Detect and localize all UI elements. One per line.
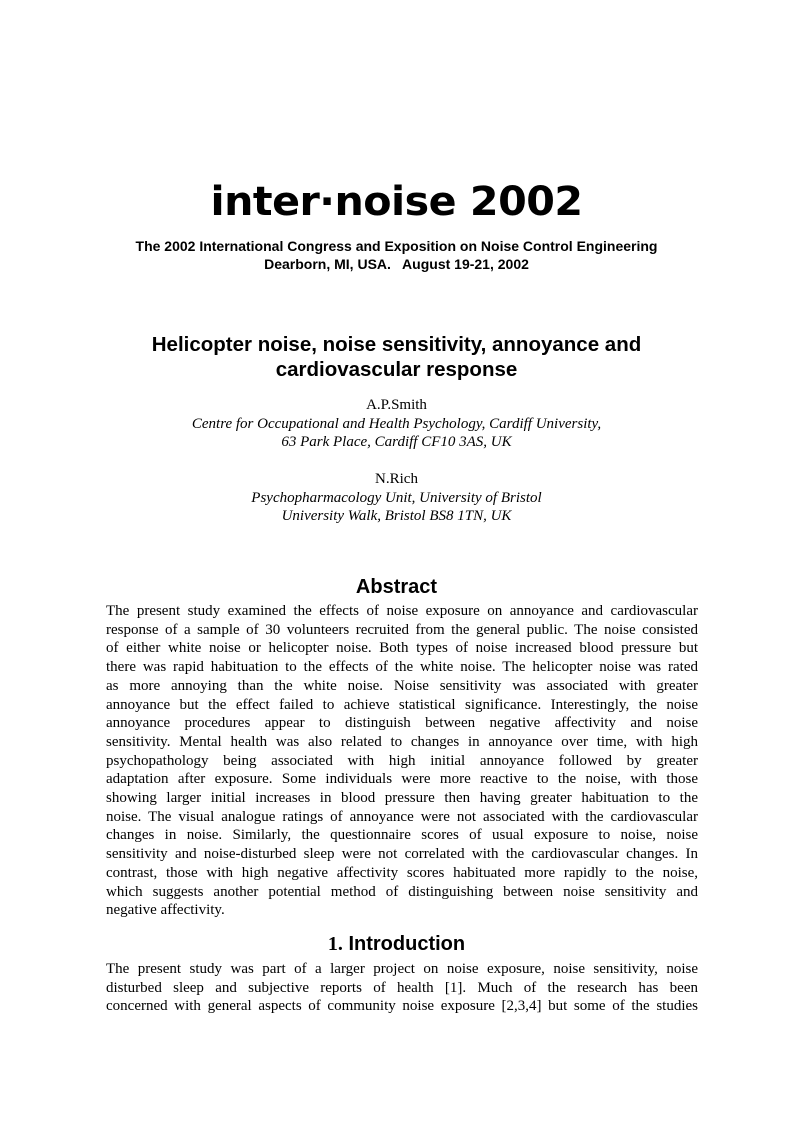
author-affiliation: Psychopharmacology Unit, University of Bristol bbox=[251, 490, 542, 506]
paper-title-line-2: cardiovascular response bbox=[275, 358, 518, 381]
abstract-line: which suggests another potential method of distinguishing between noise sensitivity and bbox=[106, 883, 698, 900]
abstract-line: there was rapid habituation to the effects of the white noise. The helicopter noise was rated bbox=[106, 659, 698, 676]
abstract-line: noise. The visual analogue ratings of annoyance were not associated with the cardiovascular bbox=[106, 808, 698, 825]
abstract-line: sensitivity. Mental health was also related to changes in annoyance over time, with high bbox=[106, 733, 698, 750]
abstract-line: negative affectivity. bbox=[106, 902, 225, 919]
author-name: A.P.Smith bbox=[366, 397, 427, 413]
introduction-line: concerned with general aspects of community noise exposure [2,3,4] but some of the studies bbox=[106, 998, 698, 1015]
abstract-heading: Abstract bbox=[355, 576, 438, 598]
author-name: N.Rich bbox=[375, 471, 418, 487]
congress-location-date: Dearborn, MI, USA. August 19-21, 2002 bbox=[264, 256, 529, 272]
introduction-heading bbox=[0, 932, 793, 956]
section-title: Introduction bbox=[348, 933, 466, 955]
abstract-line: annoyance but the effect failed to achieve statistical significance. Interestingly, the noise bbox=[106, 696, 698, 713]
introduction-body bbox=[106, 960, 698, 1016]
introduction-line: disturbed sleep and subjective reports of health [1]. Much of the research has been bbox=[106, 979, 698, 996]
conference-logo: inter·noise 2002 bbox=[210, 179, 583, 225]
abstract-line: response of a sample of 30 volunteers recruited from the general public. The noise consisted bbox=[106, 621, 698, 638]
abstract-line: The present study examined the effects of noise exposure on annoyance and cardiovascular bbox=[106, 603, 698, 619]
abstract-body bbox=[106, 602, 698, 920]
abstract-line: psychopathology being associated with high initial annoyance followed by greater bbox=[106, 752, 698, 769]
author-affiliation: Centre for Occupational and Health Psychology, Cardiff University, bbox=[191, 416, 602, 432]
abstract-line: annoyance procedures appear to distinguish between negative affectivity and noise bbox=[106, 715, 698, 732]
section-number: 1. bbox=[327, 933, 343, 955]
abstract-line: as more annoying than the white noise. Noise sensitivity was associated with greater bbox=[106, 677, 698, 694]
congress-name: The 2002 International Congress and Exposition on Noise Control Engineering bbox=[135, 238, 658, 254]
abstract-line: contrast, those with high negative affectivity scores habituated more rapidly to the noise, bbox=[106, 864, 698, 881]
paper-title-line-1: Helicopter noise, noise sensitivity, annoyance and bbox=[151, 333, 642, 356]
author-address: 63 Park Place, Cardiff CF10 3AS, UK bbox=[281, 434, 512, 450]
abstract-line: showing larger initial increases in blood pressure then having greater habituation to the bbox=[106, 790, 698, 807]
abstract-line: of either white noise or helicopter noise. Both types of noise increased blood pressure but bbox=[106, 640, 698, 657]
abstract-line: adaptation after exposure. Some individuals were more reactive to the noise, with those bbox=[106, 771, 698, 788]
abstract-line: sensitivity and noise-disturbed sleep were not correlated with the cardiovascular changes. In bbox=[106, 846, 698, 863]
abstract-line: changes in noise. Similarly, the questionnaire scores of usual exposure to noise, noise bbox=[106, 827, 698, 844]
author-address: University Walk, Bristol BS8 1TN, UK bbox=[281, 508, 512, 524]
introduction-line: The present study was part of a larger project on noise exposure, noise sensitivity, noise bbox=[106, 961, 698, 977]
